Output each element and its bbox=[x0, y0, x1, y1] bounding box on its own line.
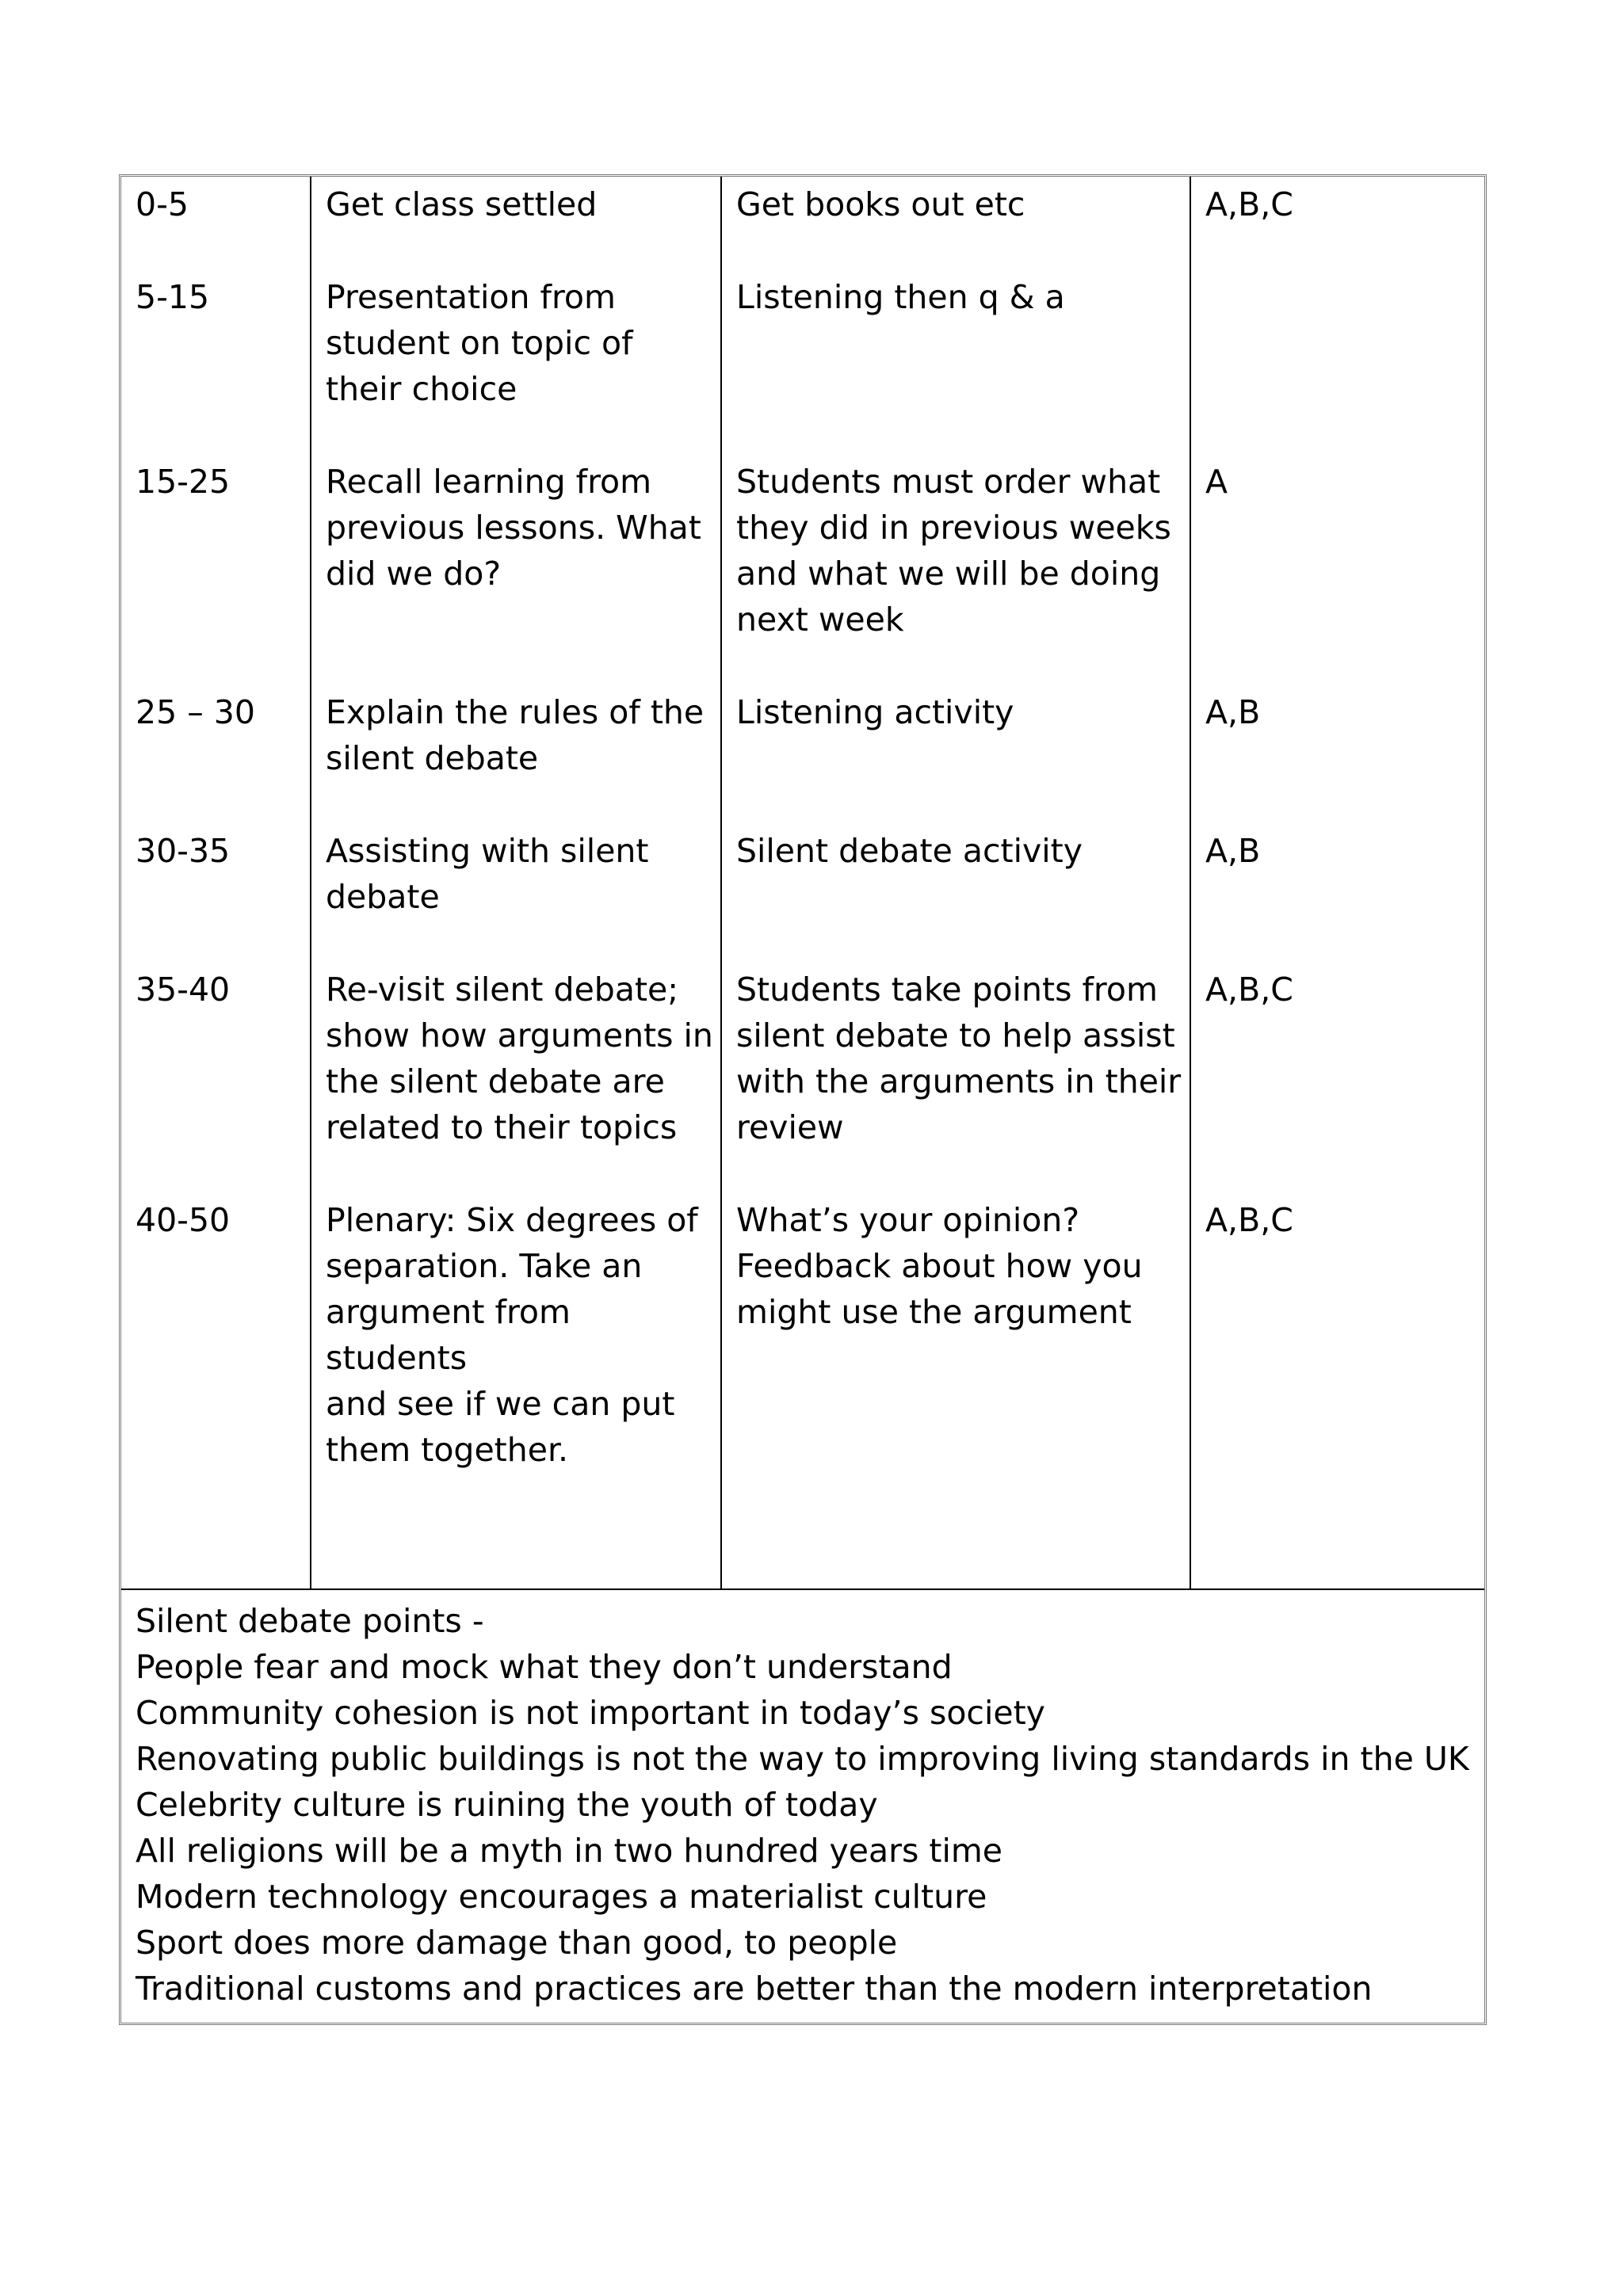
debate-point: Celebrity culture is ruining the youth of today bbox=[136, 1786, 878, 1824]
student-activity-cell: What’s your opinion? Feedback about how you might use the argument bbox=[736, 1201, 1143, 1331]
objectives-cell: A,B,C bbox=[1205, 1201, 1293, 1239]
student-activity-cell: Silent debate activity bbox=[736, 832, 1083, 870]
debate-point: Renovating public buildings is not the way to improving living standards in the UK bbox=[136, 1740, 1469, 1778]
teacher-activity-cell: Assisting with silent debate bbox=[326, 832, 649, 916]
debate-point: People fear and mock what they don’t understand bbox=[136, 1648, 953, 1686]
teacher-activity-cell: Re-visit silent debate; show how arguments in the silent debate are related to their topics bbox=[326, 971, 713, 1146]
debate-point: Sport does more damage than good, to people bbox=[136, 1924, 898, 1962]
objectives-cell: A,B,C bbox=[1205, 185, 1293, 223]
teacher-activity-cell: Explain the rules of the silent debate bbox=[326, 693, 705, 777]
lesson-plan-table bbox=[119, 174, 1487, 2025]
student-activity-column bbox=[722, 177, 1191, 1589]
time-cell: 35-40 bbox=[136, 971, 231, 1009]
time-cell: 25 – 30 bbox=[136, 693, 255, 731]
teacher-activity-cell: Plenary: Six degrees of separation. Take an argument from students and see if we can put them together. bbox=[326, 1201, 698, 1469]
time-column bbox=[121, 177, 311, 1589]
objectives-cell: A,B,C bbox=[1205, 971, 1293, 1009]
silent-debate-heading: Silent debate points - bbox=[136, 1602, 484, 1640]
student-activity-cell: Students take points from silent debate to help assist with the arguments in their review bbox=[736, 971, 1182, 1146]
objectives-cell: A bbox=[1205, 463, 1228, 501]
time-cell: 30-35 bbox=[136, 832, 231, 870]
time-cell: 40-50 bbox=[136, 1201, 231, 1239]
debate-point: Traditional customs and practices are better than the modern interpretation bbox=[136, 1970, 1373, 2008]
lesson-plan-body bbox=[121, 177, 1484, 1590]
teacher-activity-cell: Get class settled bbox=[326, 185, 598, 223]
student-activity-cell: Listening activity bbox=[736, 693, 1014, 731]
silent-debate-notes bbox=[121, 1590, 1484, 2023]
objectives-cell: A,B bbox=[1205, 693, 1261, 731]
teacher-activity-cell: Recall learning from previous lessons. What did we do? bbox=[326, 463, 701, 593]
student-activity-cell: Students must order what they did in previous weeks and what we will be doing next week bbox=[736, 463, 1171, 639]
debate-point: Modern technology encourages a materialist culture bbox=[136, 1878, 987, 1916]
teacher-activity-column bbox=[311, 177, 722, 1589]
time-cell: 0-5 bbox=[136, 185, 189, 223]
debate-point: Community cohesion is not important in today’s society bbox=[136, 1694, 1045, 1732]
time-cell: 5-15 bbox=[136, 278, 210, 316]
time-cell: 15-25 bbox=[136, 463, 231, 501]
student-activity-cell: Get books out etc bbox=[736, 185, 1025, 223]
objectives-cell: A,B bbox=[1205, 832, 1261, 870]
objectives-cell bbox=[1205, 274, 1484, 459]
student-activity-cell: Listening then q & a bbox=[736, 278, 1065, 316]
objectives-column bbox=[1191, 177, 1484, 1589]
teacher-activity-cell: Presentation from student on topic of their choice bbox=[326, 278, 633, 408]
debate-point: All religions will be a myth in two hundred years time bbox=[136, 1832, 1003, 1870]
